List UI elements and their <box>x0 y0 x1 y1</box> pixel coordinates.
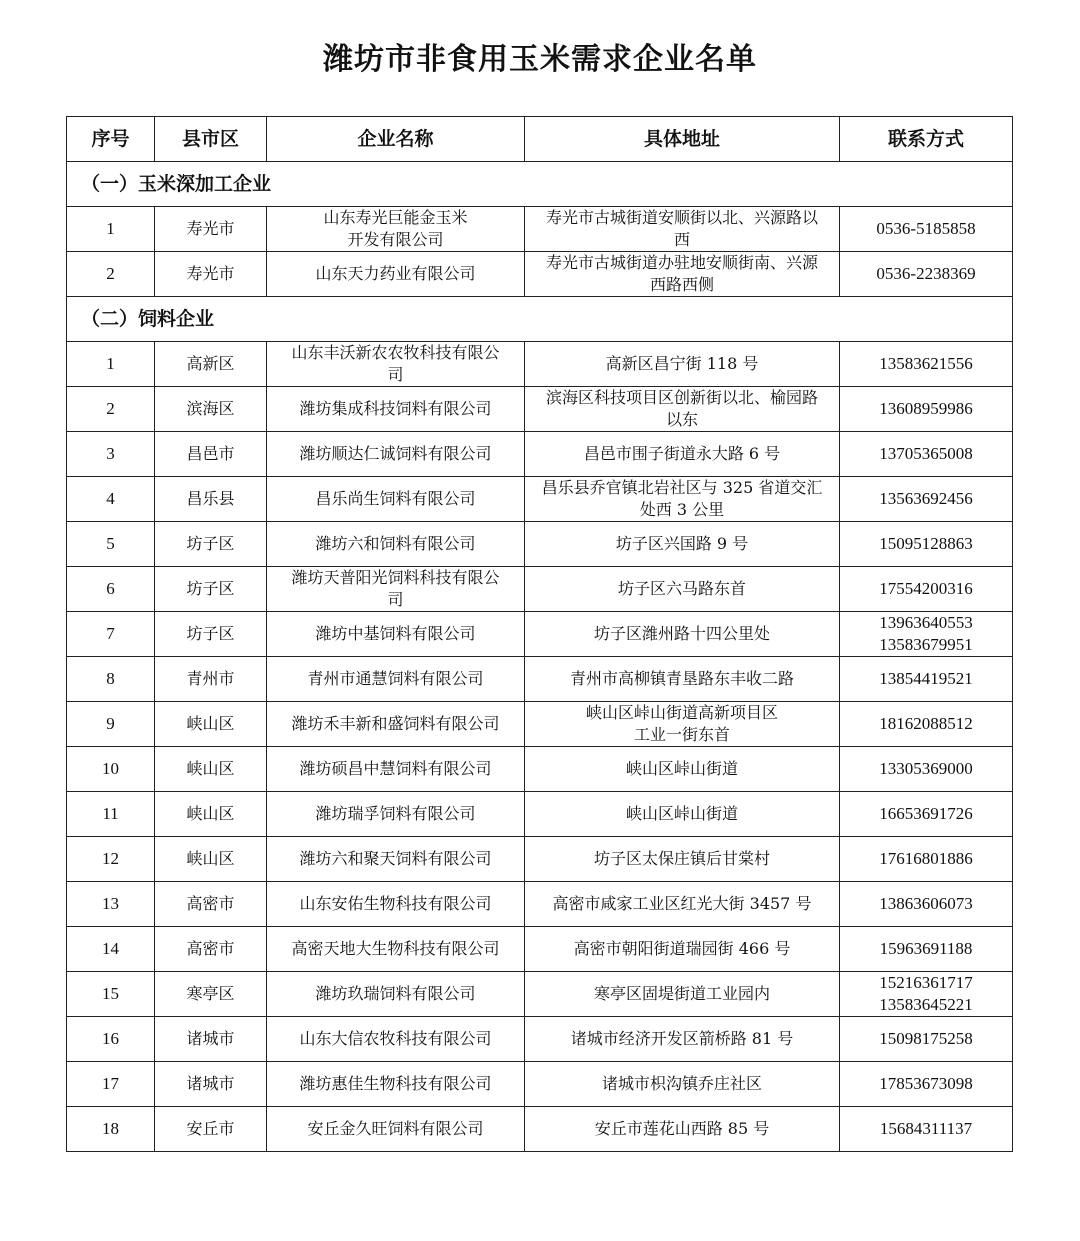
cell-address-line: 昌邑市围子街道永大路 6 号 <box>583 444 781 463</box>
cell-contact-line: 13863606073 <box>879 894 973 913</box>
cell-address-line: 西路西侧 <box>649 275 714 294</box>
cell-contact-line: 15098175258 <box>879 1029 973 1048</box>
cell-county: 峡山区 <box>155 792 267 837</box>
cell-company <box>267 882 525 927</box>
cell-contact-line: 17616801886 <box>879 849 973 868</box>
cell-no: 13 <box>67 882 155 927</box>
cell-company-line: 潍坊六和饲料有限公司 <box>315 534 476 553</box>
cell-county: 高密市 <box>155 882 267 927</box>
cell-address <box>525 342 840 387</box>
header-company: 企业名称 <box>267 117 525 162</box>
cell-contact-line: 18162088512 <box>879 714 973 733</box>
section-label: （二）饲料企业 <box>67 297 1013 342</box>
cell-address-line: 峡山区峠山街道 <box>625 759 738 778</box>
cell-county: 坊子区 <box>155 522 267 567</box>
cell-contact <box>840 972 1013 1017</box>
cell-company-line: 潍坊硕昌中慧饲料有限公司 <box>299 759 492 778</box>
cell-contact <box>840 567 1013 612</box>
cell-company-line: 潍坊六和聚天饲料有限公司 <box>299 849 492 868</box>
cell-contact <box>840 927 1013 972</box>
cell-contact-line: 13563692456 <box>879 489 973 508</box>
cell-company <box>267 342 525 387</box>
cell-address-line: 工业一街东首 <box>633 725 730 744</box>
cell-contact <box>840 477 1013 522</box>
cell-no: 14 <box>67 927 155 972</box>
cell-address <box>525 387 840 432</box>
cell-no: 3 <box>67 432 155 477</box>
cell-contact <box>840 207 1013 252</box>
cell-company <box>267 252 525 297</box>
table-row <box>67 1107 1013 1152</box>
header-no: 序号 <box>67 117 155 162</box>
table-row <box>67 702 1013 747</box>
table-row <box>67 1062 1013 1107</box>
cell-address <box>525 207 840 252</box>
cell-contact-line: 0536-2238369 <box>876 264 976 283</box>
table-row <box>67 342 1013 387</box>
cell-county: 安丘市 <box>155 1107 267 1152</box>
cell-no: 10 <box>67 747 155 792</box>
cell-company <box>267 1062 525 1107</box>
cell-no: 6 <box>67 567 155 612</box>
cell-address <box>525 567 840 612</box>
cell-county: 峡山区 <box>155 702 267 747</box>
cell-address <box>525 1017 840 1062</box>
cell-no: 1 <box>67 342 155 387</box>
table-row <box>67 252 1013 297</box>
cell-address-line: 西 <box>673 230 690 249</box>
cell-company-line: 开发有限公司 <box>347 230 444 249</box>
cell-no: 2 <box>67 387 155 432</box>
table-row <box>67 747 1013 792</box>
cell-county: 昌邑市 <box>155 432 267 477</box>
cell-address-line: 诸城市经济开发区箭桥路 81 号 <box>570 1029 794 1048</box>
cell-contact <box>840 342 1013 387</box>
cell-company-line: 高密天地大生物科技有限公司 <box>291 939 500 958</box>
cell-company-line: 司 <box>387 590 404 609</box>
cell-contact-line: 15095128863 <box>879 534 973 553</box>
cell-county: 坊子区 <box>155 567 267 612</box>
cell-no: 16 <box>67 1017 155 1062</box>
cell-contact <box>840 612 1013 657</box>
cell-contact-line: 13305369000 <box>879 759 973 778</box>
cell-address <box>525 1062 840 1107</box>
cell-company-line: 司 <box>387 365 404 384</box>
cell-company-line: 潍坊惠佳生物科技有限公司 <box>299 1074 492 1093</box>
cell-county: 诸城市 <box>155 1017 267 1062</box>
cell-no: 15 <box>67 972 155 1017</box>
section-row <box>67 297 1013 342</box>
cell-company-line: 山东寿光巨能金玉米 <box>323 208 468 227</box>
cell-county: 诸城市 <box>155 1062 267 1107</box>
cell-no: 5 <box>67 522 155 567</box>
table-row <box>67 387 1013 432</box>
cell-no: 11 <box>67 792 155 837</box>
table-row <box>67 882 1013 927</box>
cell-county: 峡山区 <box>155 837 267 882</box>
cell-county: 青州市 <box>155 657 267 702</box>
cell-address <box>525 657 840 702</box>
cell-company-line: 安丘金久旺饲料有限公司 <box>307 1119 484 1138</box>
cell-contact <box>840 747 1013 792</box>
cell-address-line: 峡山区峠山街道高新项目区 <box>585 703 778 722</box>
table-row <box>67 657 1013 702</box>
cell-contact-line: 16653691726 <box>879 804 973 823</box>
cell-address-line: 安丘市莲花山西路 85 号 <box>594 1119 770 1138</box>
cell-company <box>267 612 525 657</box>
section-label: （一）玉米深加工企业 <box>67 162 1013 207</box>
cell-company <box>267 702 525 747</box>
enterprise-table <box>66 116 1013 1152</box>
cell-contact <box>840 1017 1013 1062</box>
cell-company <box>267 567 525 612</box>
cell-company-line: 潍坊瑞孚饲料有限公司 <box>315 804 476 823</box>
cell-contact-line: 13705365008 <box>879 444 973 463</box>
cell-contact <box>840 837 1013 882</box>
cell-company-line: 潍坊禾丰新和盛饲料有限公司 <box>291 714 500 733</box>
section-row <box>67 162 1013 207</box>
cell-company-line: 山东天力药业有限公司 <box>315 264 476 283</box>
cell-address-line: 峡山区峠山街道 <box>625 804 738 823</box>
cell-contact <box>840 1062 1013 1107</box>
cell-address-line: 昌乐县乔官镇北岩社区与 325 省道交汇 <box>541 478 823 497</box>
cell-address <box>525 747 840 792</box>
cell-county: 峡山区 <box>155 747 267 792</box>
cell-company <box>267 1017 525 1062</box>
cell-company-line: 山东安佑生物科技有限公司 <box>299 894 492 913</box>
cell-county: 滨海区 <box>155 387 267 432</box>
cell-no: 2 <box>67 252 155 297</box>
cell-address <box>525 612 840 657</box>
cell-address-line: 坊子区兴国路 9 号 <box>615 534 749 553</box>
cell-contact-line: 13963640553 <box>879 613 973 632</box>
cell-contact <box>840 252 1013 297</box>
cell-address <box>525 792 840 837</box>
cell-address <box>525 252 840 297</box>
cell-no: 9 <box>67 702 155 747</box>
cell-company <box>267 657 525 702</box>
cell-company-line: 昌乐尚生饲料有限公司 <box>315 489 476 508</box>
cell-contact-line: 17853673098 <box>879 1074 973 1093</box>
cell-contact-line: 17554200316 <box>879 579 973 598</box>
table-body <box>67 162 1013 1152</box>
cell-address-line: 寿光市古城街道办驻地安顺街南、兴源 <box>545 253 818 272</box>
cell-contact <box>840 387 1013 432</box>
cell-contact-line: 13854419521 <box>879 669 973 688</box>
cell-company <box>267 972 525 1017</box>
cell-address-line: 诸城市枳沟镇乔庄社区 <box>601 1074 762 1093</box>
table-header-row <box>67 117 1013 162</box>
cell-company <box>267 432 525 477</box>
cell-contact-line: 13608959986 <box>879 399 973 418</box>
cell-contact <box>840 882 1013 927</box>
cell-county: 高新区 <box>155 342 267 387</box>
cell-company-line: 山东丰沃新农农牧科技有限公 <box>291 343 500 362</box>
cell-company <box>267 927 525 972</box>
cell-company <box>267 477 525 522</box>
table-row <box>67 432 1013 477</box>
cell-company <box>267 792 525 837</box>
cell-contact-line: 15216361717 <box>879 973 973 992</box>
cell-no: 1 <box>67 207 155 252</box>
cell-no: 7 <box>67 612 155 657</box>
cell-address <box>525 1107 840 1152</box>
cell-contact <box>840 1107 1013 1152</box>
cell-county: 高密市 <box>155 927 267 972</box>
cell-county: 寒亭区 <box>155 972 267 1017</box>
cell-company-line: 潍坊集成科技饲料有限公司 <box>299 399 492 418</box>
cell-company-line: 潍坊中基饲料有限公司 <box>315 624 476 643</box>
cell-address-line: 滨海区科技项目区创新街以北、榆园路 <box>545 388 818 407</box>
cell-contact-line: 0536-5185858 <box>876 219 976 238</box>
table-row <box>67 972 1013 1017</box>
cell-contact-line: 13583621556 <box>879 354 973 373</box>
cell-contact-line: 15684311137 <box>879 1119 973 1138</box>
cell-no: 17 <box>67 1062 155 1107</box>
cell-contact-line: 13583645221 <box>879 995 973 1014</box>
table-row <box>67 792 1013 837</box>
cell-address-line: 寿光市古城街道安顺街以北、兴源路以 <box>545 208 818 227</box>
cell-address-line: 坊子区太保庄镇后甘棠村 <box>593 849 770 868</box>
header-address: 具体地址 <box>525 117 840 162</box>
table-row <box>67 927 1013 972</box>
page-title: 潍坊市非食用玉米需求企业名单 <box>323 42 757 77</box>
cell-address <box>525 702 840 747</box>
cell-no: 8 <box>67 657 155 702</box>
cell-no: 18 <box>67 1107 155 1152</box>
cell-address-line: 高密市咸家工业区红光大街 3457 号 <box>552 894 812 913</box>
cell-address-line: 寒亭区固堤街道工业园内 <box>593 984 770 1003</box>
cell-company-line: 山东大信农牧科技有限公司 <box>299 1029 492 1048</box>
cell-address <box>525 837 840 882</box>
table-row <box>67 837 1013 882</box>
cell-company <box>267 1107 525 1152</box>
cell-contact <box>840 702 1013 747</box>
cell-no: 12 <box>67 837 155 882</box>
cell-county: 寿光市 <box>155 207 267 252</box>
cell-company <box>267 522 525 567</box>
table-row <box>67 567 1013 612</box>
cell-company-line: 青州市通慧饲料有限公司 <box>307 669 484 688</box>
cell-contact-line: 15963691188 <box>879 939 973 958</box>
cell-address <box>525 927 840 972</box>
cell-contact <box>840 792 1013 837</box>
table-row <box>67 1017 1013 1062</box>
cell-county: 坊子区 <box>155 612 267 657</box>
cell-contact-line: 13583679951 <box>879 635 973 654</box>
header-contact: 联系方式 <box>840 117 1013 162</box>
cell-company <box>267 387 525 432</box>
cell-address-line: 以东 <box>665 410 698 429</box>
cell-address-line: 高新区昌宁街 118 号 <box>605 354 759 373</box>
cell-address <box>525 522 840 567</box>
cell-county: 寿光市 <box>155 252 267 297</box>
cell-address-line: 坊子区六马路东首 <box>617 579 746 598</box>
cell-address <box>525 477 840 522</box>
table-row <box>67 477 1013 522</box>
cell-company <box>267 837 525 882</box>
cell-address-line: 高密市朝阳街道瑞园街 466 号 <box>573 939 791 958</box>
cell-company-line: 潍坊顺达仁诚饲料有限公司 <box>299 444 492 463</box>
table-row <box>67 612 1013 657</box>
cell-no: 4 <box>67 477 155 522</box>
cell-address <box>525 882 840 927</box>
cell-contact <box>840 657 1013 702</box>
cell-company <box>267 207 525 252</box>
cell-company-line: 潍坊玖瑞饲料有限公司 <box>315 984 476 1003</box>
cell-company-line: 潍坊天普阳光饲料科技有限公 <box>291 568 500 587</box>
cell-address-line: 坊子区潍州路十四公里处 <box>593 624 770 643</box>
cell-county: 昌乐县 <box>155 477 267 522</box>
cell-company <box>267 747 525 792</box>
cell-address <box>525 432 840 477</box>
table-row <box>67 207 1013 252</box>
table-row <box>67 522 1013 567</box>
cell-address-line: 青州市高柳镇青垦路东丰收二路 <box>569 669 794 688</box>
cell-address-line: 处西 3 公里 <box>639 500 725 519</box>
cell-contact <box>840 522 1013 567</box>
cell-address <box>525 972 840 1017</box>
cell-contact <box>840 432 1013 477</box>
header-county: 县市区 <box>155 117 267 162</box>
